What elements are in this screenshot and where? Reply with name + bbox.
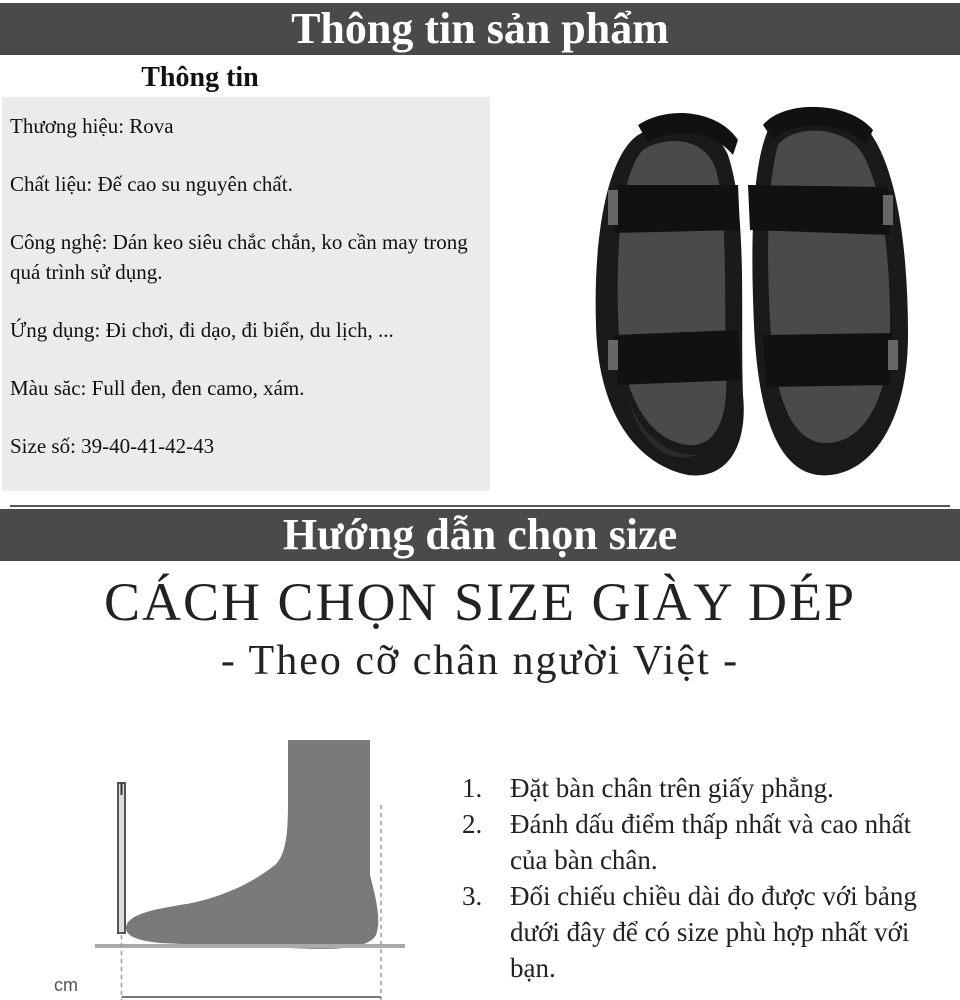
step-number: 2.: [462, 809, 483, 839]
foot-measurement-diagram: [50, 735, 430, 1000]
step-number: 1.: [462, 773, 483, 803]
section-header-product-info: Thông tin sản phẩm: [0, 3, 960, 55]
step-text: Đối chiếu chiều dài đo được với bảng dưới đây để có size phù hợp nhất với bạn.: [510, 881, 917, 983]
section-divider: [10, 505, 950, 507]
right-sandal: [748, 107, 908, 475]
measurement-steps: [462, 770, 932, 986]
step-item: [462, 878, 932, 986]
step-item: [462, 806, 932, 878]
info-material: Chất liệu: Đế cao su nguyên chất.: [10, 172, 293, 196]
left-sandal: [596, 113, 744, 475]
step-item: [462, 770, 932, 806]
guide-subtitle: - Theo cỡ chân người Việt -: [220, 638, 740, 684]
unit-label: cm: [54, 975, 78, 995]
section-header-size-guide: Hướng dẫn chọn size: [0, 509, 960, 561]
foot-silhouette: [126, 740, 378, 949]
pencil-icon: [118, 783, 125, 933]
step-text: Đặt bàn chân trên giấy phẳng.: [510, 773, 834, 803]
info-technology: Công nghệ: Dán keo siêu chắc chắn, ko cần may trong quá trình sử dụng.: [10, 230, 468, 284]
product-info-box: [2, 97, 490, 491]
info-heading: Thông tin: [141, 62, 259, 93]
info-brand: Thương hiệu: Rova: [10, 114, 174, 138]
info-usage: Ứng dụng: Đi chơi, đi dạo, đi biển, du lịch, ...: [10, 318, 394, 342]
sandal-product-image: [578, 95, 928, 490]
info-sizes: Size số: 39-40-41-42-43: [10, 434, 215, 458]
guide-title: CÁCH CHỌN SIZE GIÀY DÉP: [103, 572, 856, 632]
step-number: 3.: [462, 881, 483, 911]
info-colors: Màu săc: Full đen, đen camo, xám.: [10, 376, 305, 400]
step-text: Đánh dấu điểm thấp nhất và cao nhất của bàn chân.: [510, 809, 912, 875]
